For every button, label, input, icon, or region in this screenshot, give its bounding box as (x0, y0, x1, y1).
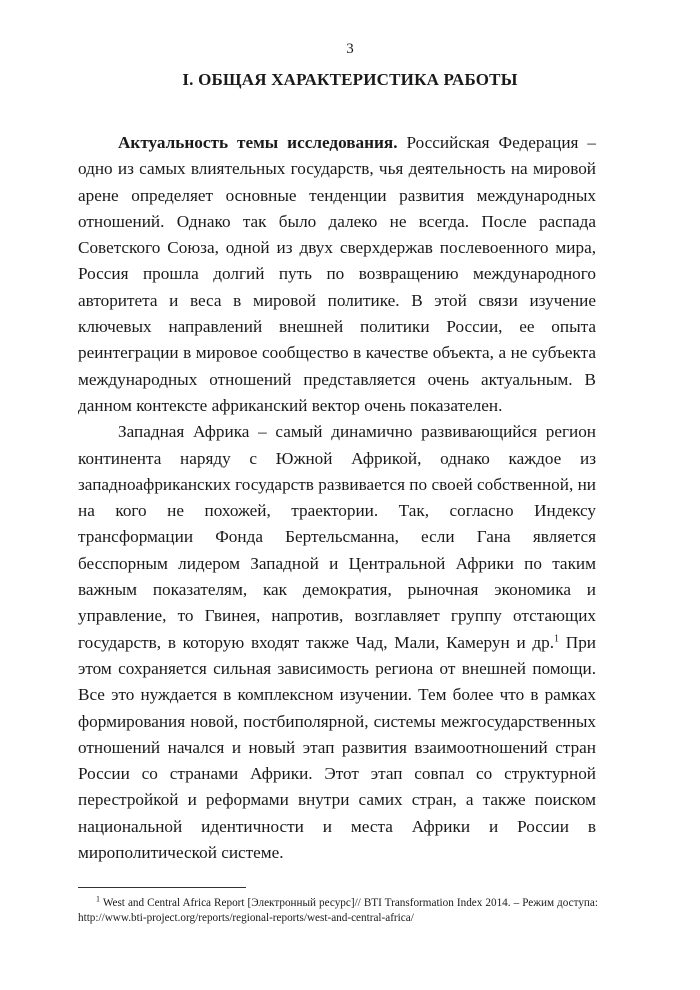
footnote-marker: 1 (96, 894, 100, 904)
footnote (78, 896, 598, 925)
footnote-text: West and Central Africa Report [Электронный ресурс]// BTI Transformation Index 2014. – Режим доступа: http://www.bti-project.org/reports/regional-reports/west-and-central-africa/ (78, 897, 598, 924)
paragraph-relevance (78, 130, 596, 419)
paragraph-text: Российская Федерация – одно из самых влиятельных государств, чья деятельность на мировой арене определяет основные тенденции развития международных отношений. Однако так было далеко не всегда. После распада Советского Союза, одной из двух сверхдержав послевоенного мира, Россия прошла долгий путь по возвращению международного авторитета и веса в мировой политике. В этой связи изучение ключевых направлений внешней политики России, ее опыта реинтеграции в мировое сообщество в качестве объекта, а не субъекта международных отношений представляется очень актуальным. В данном контексте африканский вектор очень показателен. (78, 133, 596, 415)
paragraph-text-before-note: Западная Африка – самый динамично развивающийся регион континента наряду с Южной Африкой, однако каждое из западноафриканских государств развивается по своей собственной, ни на кого не похожей, траектории. Так, согласно Индексу трансформации Фонда Бертельсманна, если Гана является бесспорным лидером Западной и Центральной Африки по таким важным показателям, как демократия, рыночная экономика и управление, то Гвинея, напротив, возглавляет группу отстающих государств, в которую входят также Чад, Мали, Камерун и др. (78, 422, 596, 652)
body-text (78, 130, 596, 866)
page-number: 3 (346, 41, 354, 57)
section-heading: I. ОБЩАЯ ХАРАКТЕРИСТИКА РАБОТЫ (182, 70, 518, 89)
footnote-reference[interactable]: 1 (554, 632, 560, 644)
footnote-divider (78, 887, 246, 888)
paragraph-lead: Актуальность темы исследования. (118, 133, 398, 152)
paragraph-text-after-note: При этом сохраняется сильная зависимость региона от внешней помощи. Все это нуждается в комплексном изучении. Тем более что в рамках формирования новой, постбиполярной, системы межгосударственных отношений начался и новый этап развития взаимоотношений стран России со странами Африки. Этот этап совпал со структурной перестройкой и реформами внутри самих стран, а также поиском национальной идентичности и места Африки и России в мирополитической системе. (78, 632, 596, 863)
paragraph-west-africa (78, 419, 596, 866)
